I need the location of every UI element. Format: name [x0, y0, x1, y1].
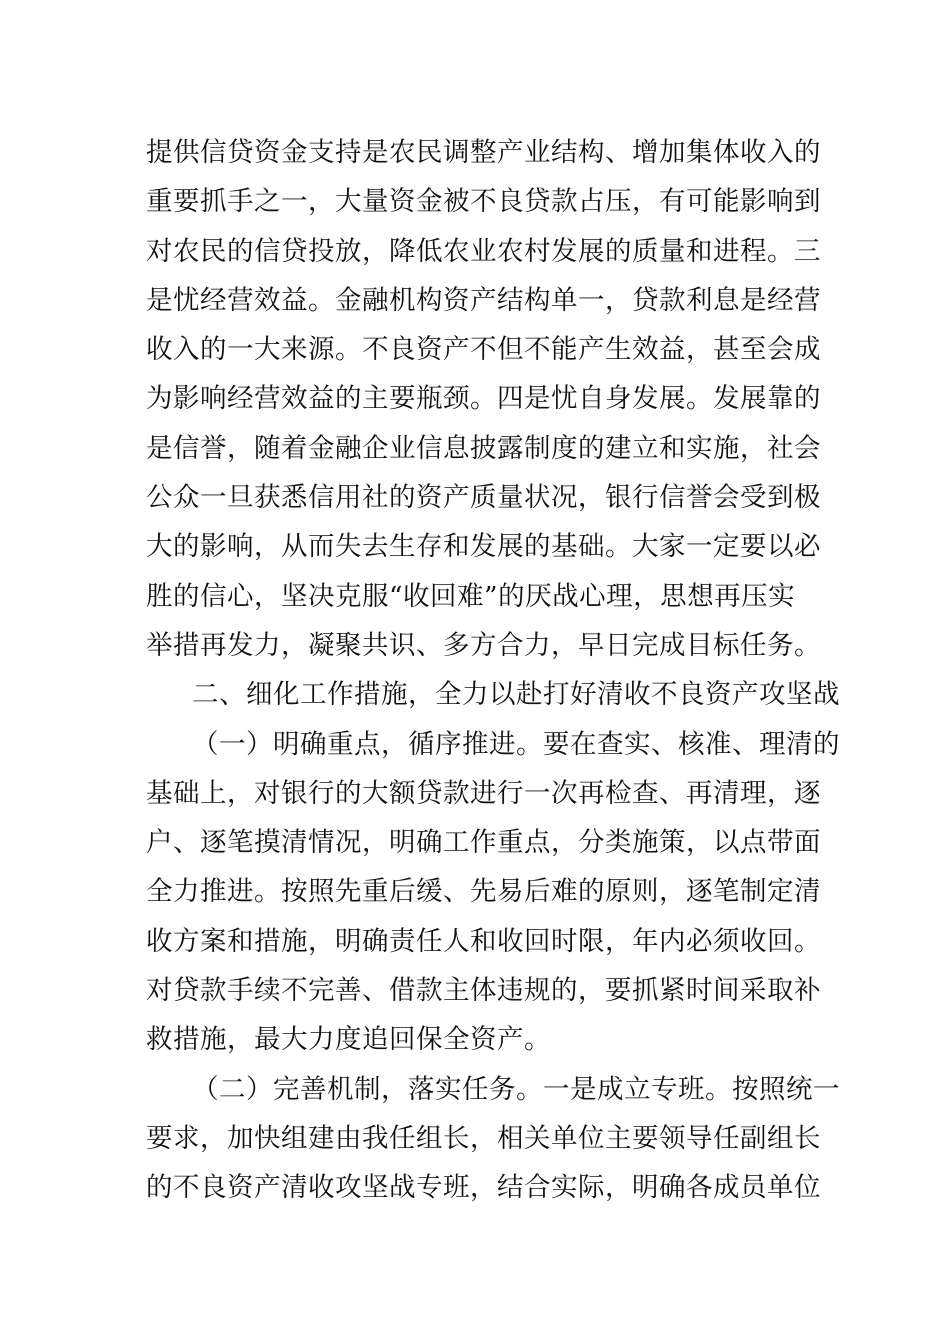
- section-heading: 二、细化工作措施，全力以赴打好清收不良资产攻坚战: [192, 679, 840, 711]
- text-line: 举措再发力，凝聚共识、多方合力，早日完成目标任务。: [146, 629, 821, 661]
- text-line: 收入的一大来源。不良资产不但不能产生效益，甚至会成: [146, 334, 821, 366]
- text-line: 的不良资产清收攻坚战专班，结合实际，明确各成员单位: [146, 1172, 821, 1204]
- text-line: 基础上，对银行的大额贷款进行一次再检查、再清理，逐: [146, 777, 821, 809]
- text-line: 为影响经营效益的主要瓶颈。四是忧自身发展。发展靠的: [146, 383, 821, 415]
- paragraph-start-line: （一）明确重点，循序推进。要在查实、核准、理清的: [192, 728, 840, 760]
- text-line: 救措施，最大力度追回保全资产。: [146, 1024, 551, 1056]
- text-line: 要求，加快组建由我任组长，相关单位主要领导任副组长: [146, 1122, 821, 1154]
- text-line: 是忧经营效益。金融机构资产结构单一，贷款利息是经营: [146, 284, 821, 316]
- text-line: 是信誉，随着金融企业信息披露制度的建立和实施，社会: [146, 432, 821, 464]
- text-line: 大的影响，从而失去生存和发展的基础。大家一定要以必: [146, 531, 821, 563]
- text-line: 提供信贷资金支持是农民调整产业结构、增加集体收入的: [146, 137, 821, 168]
- text-line: 胜的信心，坚决克服“收回难”的厌战心理，思想再压实: [146, 580, 796, 612]
- document-body: [146, 128, 840, 1213]
- text-line: 公众一旦获悉信用社的资产质量状况，银行信誉会受到极: [146, 482, 821, 514]
- text-line: 收方案和措施，明确责任人和收回时限，年内必须收回。: [146, 925, 821, 957]
- text-line: 户、逐笔摸清情况，明确工作重点，分类施策，以点带面: [146, 827, 821, 859]
- text-line: 全力推进。按照先重后缓、先易后难的原则，逐笔制定清: [146, 876, 821, 908]
- text-line: 对贷款手续不完善、借款主体违规的，要抓紧时间采取补: [146, 975, 821, 1007]
- paragraph-start-line: （二）完善机制，落实任务。一是成立专班。按照统一: [192, 1073, 840, 1105]
- text-line: 重要抓手之一，大量资金被不良贷款占压，有可能影响到: [146, 186, 821, 218]
- text-line: 对农民的信贷投放，降低农业农村发展的质量和进程。三: [146, 235, 821, 267]
